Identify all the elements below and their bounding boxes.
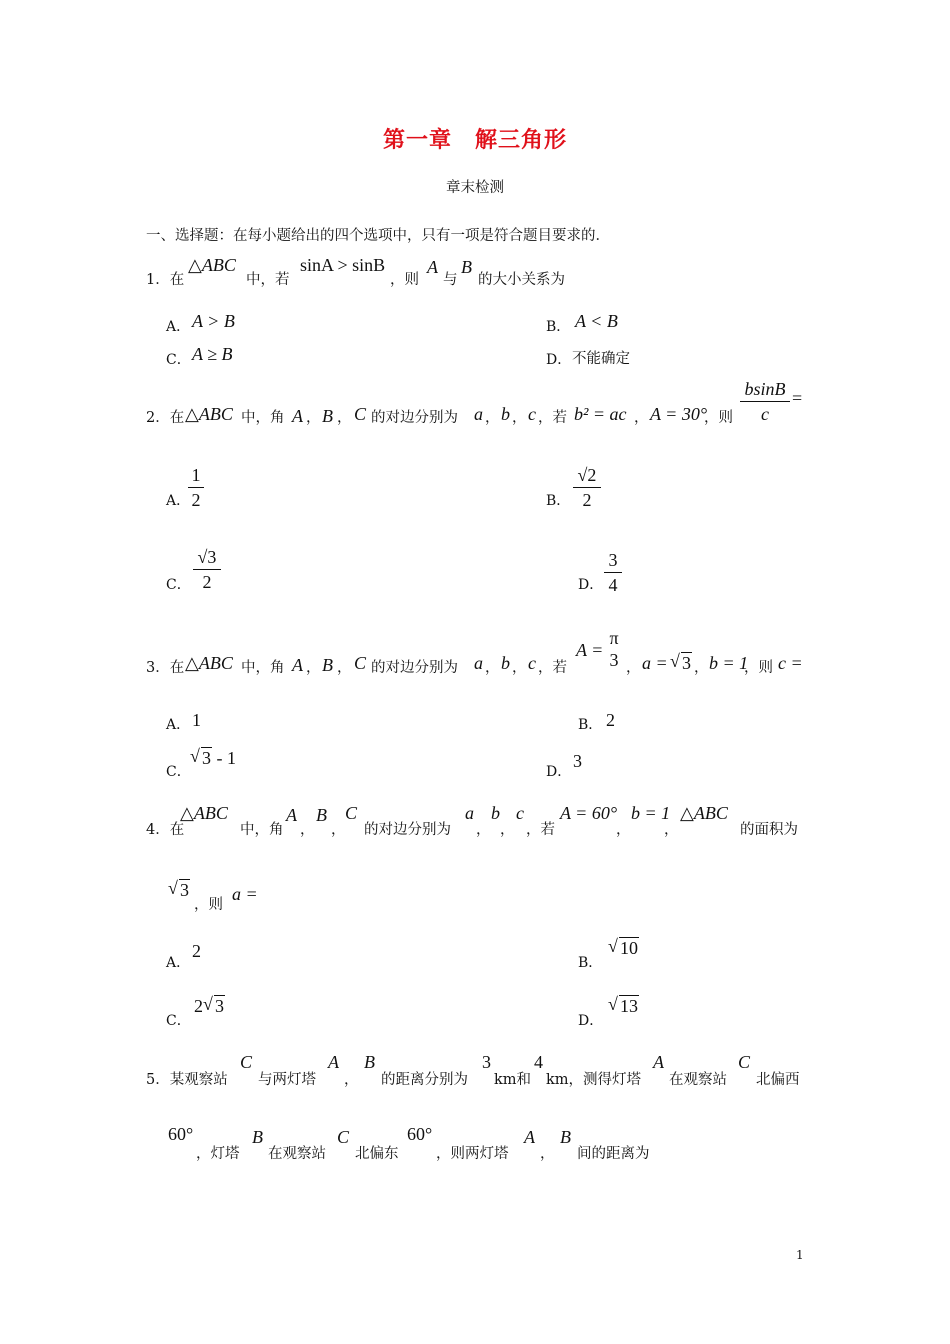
q2-option-a[interactable] xyxy=(188,464,204,511)
q1-text-2: ，则 xyxy=(390,272,419,288)
q4-var-C: C xyxy=(345,803,358,823)
q3-comma-6: ， xyxy=(694,660,709,676)
q4-option-d[interactable]: √ 13 xyxy=(608,994,638,1016)
q2-var-c: c xyxy=(528,404,536,424)
q5-distance-2: 4 xyxy=(534,1052,543,1072)
q3-option-c-label: C． xyxy=(166,764,191,780)
q3-triangle: △ABC xyxy=(185,653,233,673)
q2-option-b-label: B． xyxy=(546,493,571,509)
q2-triangle: △ABC xyxy=(185,404,233,424)
q5-angle-1: 60° xyxy=(168,1124,194,1144)
q3-option-b[interactable]: 2 xyxy=(606,710,615,730)
q2-option-c[interactable] xyxy=(193,546,221,593)
q2-option-c-num: √3 xyxy=(197,547,217,567)
q1-option-b[interactable]: A < B xyxy=(575,311,618,331)
q3-text-2: 的对边分别为 xyxy=(371,660,458,676)
q5-var-B-3: B xyxy=(560,1127,571,1147)
q1-option-d[interactable]: 不能确定 xyxy=(572,351,630,367)
q1-var-a: A xyxy=(427,257,438,277)
q5-text-6: 在观察站 xyxy=(268,1146,326,1162)
q4-var-a: a xyxy=(465,803,474,823)
q5-text-4: 北偏西 xyxy=(756,1072,800,1088)
q5-text-7: 北偏东 xyxy=(355,1146,399,1162)
q3-option-b-label: B． xyxy=(578,717,603,733)
q3-var-A: A xyxy=(292,655,303,675)
q4-option-c-rad: 3 xyxy=(215,996,224,1016)
q4-option-a[interactable]: 2 xyxy=(192,941,201,961)
q5-var-A-2: A xyxy=(653,1052,664,1072)
q2-option-a-label: A． xyxy=(166,493,191,509)
q4-triangle: △ABC xyxy=(180,803,228,823)
q4-condition-2: b = 1 xyxy=(631,803,671,823)
q3-three: 3 xyxy=(609,650,619,670)
q1-triangle: △ABC xyxy=(188,255,236,275)
q3-sqrt3: √ 3 xyxy=(670,651,691,673)
q3-var-a: a xyxy=(474,653,483,673)
q4-option-b[interactable]: √ 10 xyxy=(608,936,638,958)
q3-option-d-label: D． xyxy=(546,764,572,780)
q3-text-1: 中，角 xyxy=(241,660,285,676)
q3-option-c-rad: 3 xyxy=(202,748,211,768)
q3-option-d[interactable]: 3 xyxy=(573,751,582,771)
q4-area-rad: 3 xyxy=(180,880,189,900)
q4-option-c-label: C． xyxy=(166,1013,191,1029)
q2-fraction-denominator: c xyxy=(761,404,769,424)
q1-option-a[interactable]: A > B xyxy=(192,311,235,331)
q4-area-value: √ 3 xyxy=(168,878,189,900)
q5-distance-1: 3 xyxy=(482,1052,491,1072)
q4-comma-2: ， xyxy=(331,822,346,838)
q2-condition-1: b² = ac xyxy=(574,404,627,424)
q2-option-d[interactable] xyxy=(604,549,622,596)
q2-var-A: A xyxy=(292,406,303,426)
q3-comma-4: ， xyxy=(512,660,527,676)
q5-km-1: km和 xyxy=(494,1072,532,1088)
q2-option-c-label: C． xyxy=(166,577,191,593)
q2-comma-1: ， xyxy=(306,410,321,426)
q4-comma-4: ， xyxy=(500,822,515,838)
q3-cond-A: A = xyxy=(576,640,604,660)
q1-number: 1．在 xyxy=(146,272,185,288)
q4-option-d-rad: 13 xyxy=(620,996,638,1016)
q2-option-d-den: 4 xyxy=(608,575,618,595)
q3-comma-1: ， xyxy=(306,660,321,676)
q2-var-B: B xyxy=(322,406,333,426)
q3-number: 3．在 xyxy=(146,660,185,676)
q4-triangle-2: △ABC xyxy=(680,803,728,823)
q2-comma-5: ， xyxy=(634,410,649,426)
q2-fraction-numerator: bsinB xyxy=(744,379,786,399)
q3-var-c: c xyxy=(528,653,536,673)
q2-number: 2．在 xyxy=(146,410,185,426)
q2-condition-2: A = 30° xyxy=(650,404,708,424)
q4-text-1: 中，角 xyxy=(240,822,284,838)
q3-question: c = xyxy=(778,653,803,673)
q2-option-a-num: 1 xyxy=(191,465,201,485)
q1-option-d-label: D． xyxy=(546,352,572,368)
q3-text-4: ，则 xyxy=(744,660,773,676)
q4-var-c: c xyxy=(516,803,524,823)
q2-text-4: ，则 xyxy=(704,410,733,426)
q1-option-b-label: B． xyxy=(546,319,571,335)
q4-text-5: ，则 xyxy=(194,897,223,913)
q4-var-b: b xyxy=(491,803,500,823)
q4-comma-1: ， xyxy=(300,822,315,838)
q4-text-3: ，若 xyxy=(526,822,555,838)
q4-comma-6: ， xyxy=(664,822,679,838)
q1-condition: sinA > sinB xyxy=(300,255,386,275)
q5-text-8: ，则两灯塔 xyxy=(436,1146,509,1162)
q2-option-b-den: 2 xyxy=(582,490,592,510)
q3-sqrt3-value: 3 xyxy=(682,653,691,673)
q1-option-a-label: A． xyxy=(166,319,191,335)
q3-var-B: B xyxy=(322,655,333,675)
q3-option-a-label: A． xyxy=(166,717,191,733)
chapter-subtitle: 章末检测 xyxy=(446,180,504,196)
q2-comma-4: ， xyxy=(512,410,527,426)
q4-option-b-label: B． xyxy=(578,955,603,971)
q2-var-a: a xyxy=(474,404,483,424)
q5-km-2: km，测得灯塔 xyxy=(546,1072,642,1088)
q2-option-a-den: 2 xyxy=(191,490,201,510)
section-heading: 一、选择题：在每小题给出的四个选项中，只有一项是符合题目要求的． xyxy=(146,228,610,244)
q2-option-b[interactable] xyxy=(573,464,601,511)
q4-var-B: B xyxy=(316,805,327,825)
q2-comma-2: ， xyxy=(337,410,352,426)
q3-pi-over-3 xyxy=(606,627,622,671)
q3-option-a[interactable]: 1 xyxy=(192,710,201,730)
q5-angle-2: 60° xyxy=(407,1124,433,1144)
q3-var-C: C xyxy=(354,653,367,673)
q1-option-c-label: C． xyxy=(166,352,191,368)
q5-text-5: ，灯塔 xyxy=(196,1146,240,1162)
q2-var-C: C xyxy=(354,404,367,424)
q3-option-c[interactable]: √ 3 - 1 xyxy=(190,746,236,768)
q4-comma-3: ， xyxy=(476,822,491,838)
chapter-title: 第一章 解三角形 xyxy=(382,127,567,153)
q3-comma-2: ， xyxy=(337,660,352,676)
q4-option-a-label: A． xyxy=(166,955,191,971)
q4-option-b-rad: 10 xyxy=(620,938,638,958)
q4-option-c-coef: 2 xyxy=(194,996,203,1016)
q5-text-2: 的距离分别为 xyxy=(381,1072,468,1088)
q5-text-3: 在观察站 xyxy=(669,1072,727,1088)
q5-var-B-2: B xyxy=(252,1127,263,1147)
q1-text-4: 的大小关系为 xyxy=(478,272,565,288)
q5-var-B: B xyxy=(364,1052,375,1072)
q3-cond-a: a = xyxy=(642,653,668,673)
q5-var-A: A xyxy=(328,1052,339,1072)
q2-text-3: ，若 xyxy=(538,410,567,426)
q4-option-d-label: D． xyxy=(578,1013,604,1029)
q1-text-3: 与 xyxy=(443,272,458,288)
q5-number: 5．某观察站 xyxy=(146,1072,228,1088)
q3-comma-5: ， xyxy=(626,660,641,676)
q5-text-9: 间的距离为 xyxy=(577,1146,650,1162)
q4-question: a = xyxy=(232,884,258,904)
q2-option-d-label: D． xyxy=(578,577,604,593)
q2-option-d-num: 3 xyxy=(608,550,618,570)
q5-var-C-2: C xyxy=(738,1052,751,1072)
q2-equals: = xyxy=(792,388,803,408)
q5-comma-2: ， xyxy=(540,1146,555,1162)
q2-option-c-den: 2 xyxy=(202,572,212,592)
q3-text-3: ，若 xyxy=(538,660,567,676)
q5-text-1: 与两灯塔 xyxy=(258,1072,316,1088)
q4-number: 4．在 xyxy=(146,822,185,838)
q3-cond-b: b = 1 xyxy=(709,653,749,673)
q5-var-A-3: A xyxy=(524,1127,535,1147)
q1-text-1: 中，若 xyxy=(246,272,290,288)
q3-pi: π xyxy=(609,628,619,648)
q4-option-c[interactable]: 2 √ 3 xyxy=(194,994,224,1016)
page-number: 1 xyxy=(796,1248,804,1262)
q1-var-b: B xyxy=(461,257,472,277)
q2-expression-fraction xyxy=(740,378,790,425)
q4-condition-1: A = 60° xyxy=(560,803,618,823)
q5-var-C: C xyxy=(240,1052,253,1072)
q2-var-b: b xyxy=(501,404,510,424)
q4-comma-5: ， xyxy=(616,822,631,838)
q1-option-c[interactable]: A ≥ B xyxy=(192,344,233,364)
q2-comma-3: ， xyxy=(485,410,500,426)
q5-comma-1: ， xyxy=(344,1072,359,1088)
q2-text-2: 的对边分别为 xyxy=(371,410,458,426)
q2-text-1: 中，角 xyxy=(241,410,285,426)
q3-comma-3: ， xyxy=(485,660,500,676)
q5-var-C-3: C xyxy=(337,1127,350,1147)
q4-text-4: 的面积为 xyxy=(740,822,798,838)
q3-option-c-rest: - 1 xyxy=(212,748,236,768)
q3-var-b: b xyxy=(501,653,510,673)
q2-option-b-num: √2 xyxy=(577,465,597,485)
q4-var-A: A xyxy=(286,805,297,825)
q4-text-2: 的对边分别为 xyxy=(364,822,451,838)
